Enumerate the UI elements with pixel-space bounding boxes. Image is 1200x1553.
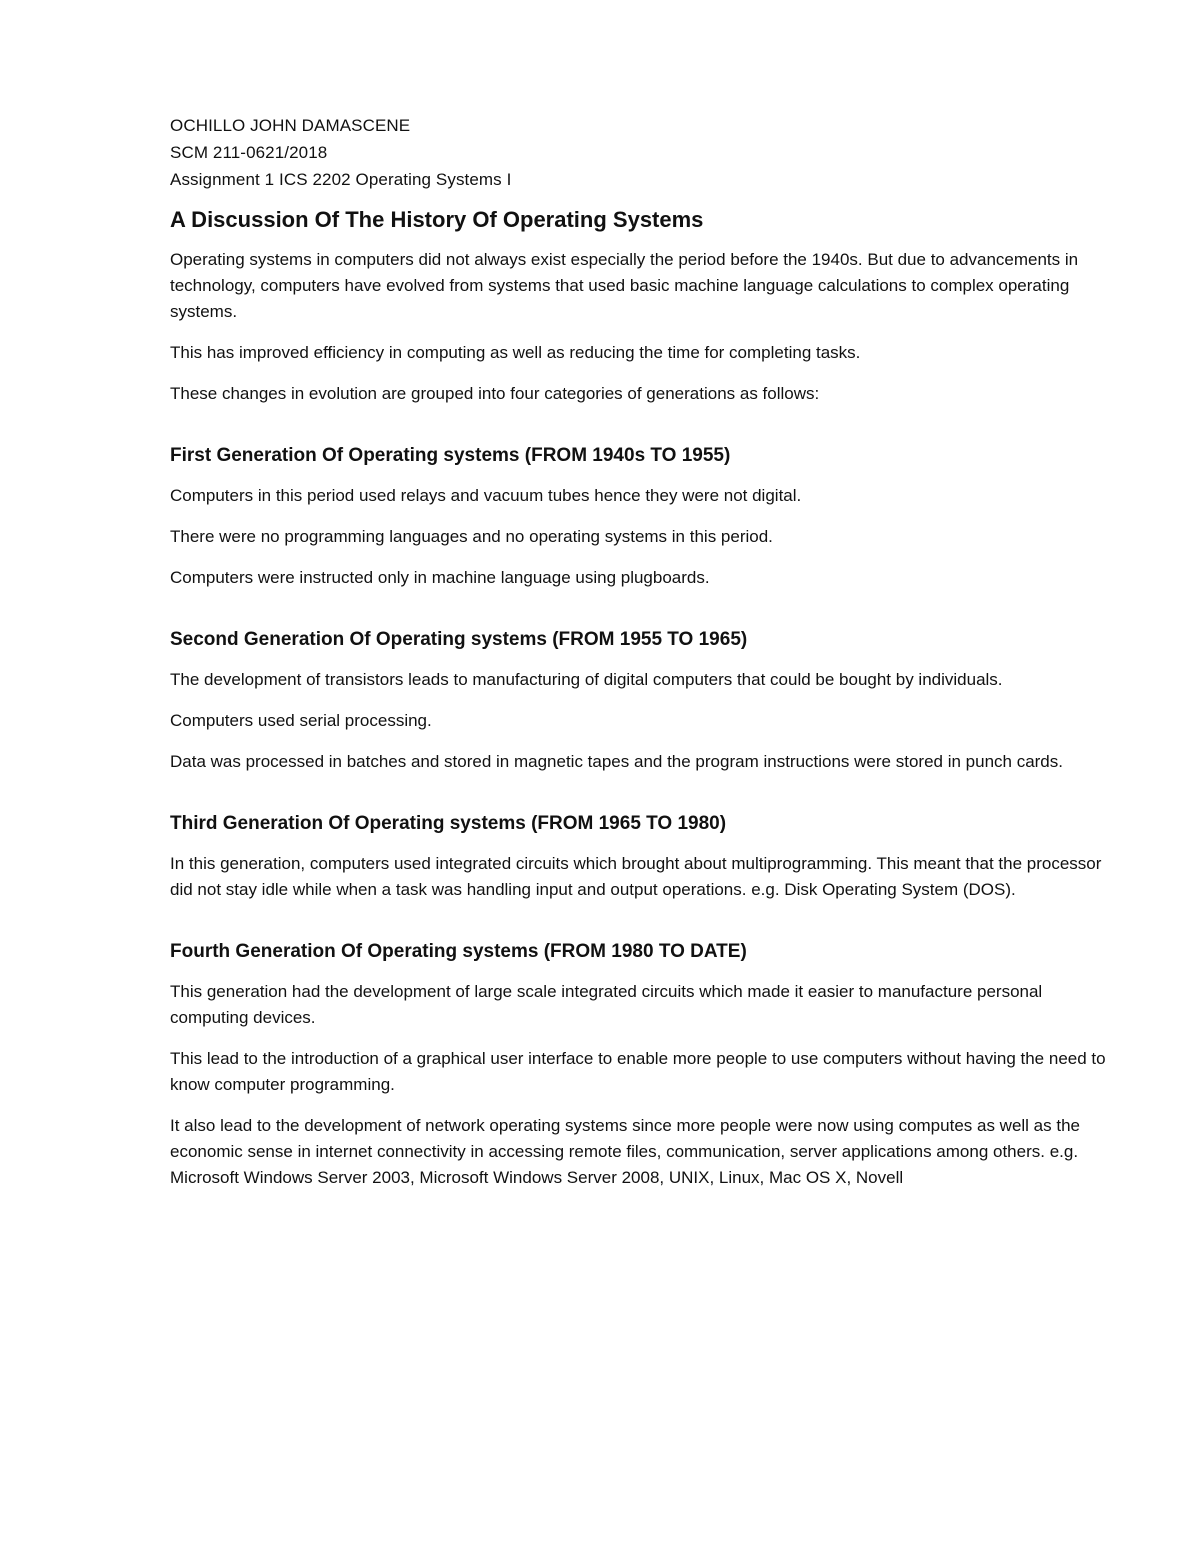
- section-paragraph: This lead to the introduction of a graphical user interface to enable more people to use computers without having the need to know computer programming.: [170, 1049, 1106, 1094]
- document-header: [170, 112, 1110, 193]
- document-content: [170, 112, 1110, 1206]
- section-paragraph: There were no programming languages and no operating systems in this period.: [170, 527, 773, 546]
- section-first-generation: [170, 443, 1110, 591]
- intro-section: [170, 247, 1110, 407]
- assignment-line: Assignment 1 ICS 2202 Operating Systems I: [170, 170, 512, 189]
- section-heading: Second Generation Of Operating systems (FROM 1955 TO 1965): [170, 629, 748, 650]
- intro-paragraph: This has improved efficiency in computing as well as reducing the time for completing tasks.: [170, 343, 861, 362]
- section-heading: Third Generation Of Operating systems (FROM 1965 TO 1980): [170, 813, 727, 834]
- section-third-generation: [170, 811, 1110, 903]
- registration-number: SCM 211-0621/2018: [170, 143, 328, 162]
- section-paragraph: Data was processed in batches and stored in magnetic tapes and the program instructions were stored in punch cards.: [170, 752, 1063, 771]
- document-title: A Discussion Of The History Of Operating Systems: [170, 207, 704, 232]
- author-name: OCHILLO JOHN DAMASCENE: [170, 116, 411, 135]
- section-second-generation: [170, 627, 1110, 775]
- section-paragraph: This generation had the development of large scale integrated circuits which made it easier to manufacture personal computing devices.: [170, 982, 1043, 1027]
- section-fourth-generation: [170, 939, 1110, 1191]
- section-paragraph: It also lead to the development of network operating systems since more people were now using computes as well as the economic sense in internet connectivity in accessing remote files, communication, server applications among others. e.g. Microsoft Windows Server 2003, Microsoft Windows Server 2008, UNIX, Linux, Mac OS X, Novell: [170, 1116, 1080, 1187]
- intro-paragraph: These changes in evolution are grouped into four categories of generations as follows:: [170, 384, 820, 403]
- section-paragraph: In this generation, computers used integrated circuits which brought about multiprogramming. This meant that the processor did not stay idle while when a task was handling input and output operations. e.g. Disk Operating System (DOS).: [170, 854, 1102, 899]
- section-paragraph: Computers were instructed only in machine language using plugboards.: [170, 568, 710, 587]
- section-paragraph: Computers in this period used relays and vacuum tubes hence they were not digital.: [170, 486, 802, 505]
- section-heading: First Generation Of Operating systems (FROM 1940s TO 1955): [170, 445, 731, 466]
- section-paragraph: Computers used serial processing.: [170, 711, 432, 730]
- section-heading: Fourth Generation Of Operating systems (FROM 1980 TO DATE): [170, 941, 747, 962]
- section-paragraph: The development of transistors leads to manufacturing of digital computers that could be bought by individuals.: [170, 670, 1003, 689]
- intro-paragraph: Operating systems in computers did not always exist especially the period before the 1940s. But due to advancements in technology, computers have evolved from systems that used basic machine language calculations to complex operating systems.: [170, 250, 1079, 321]
